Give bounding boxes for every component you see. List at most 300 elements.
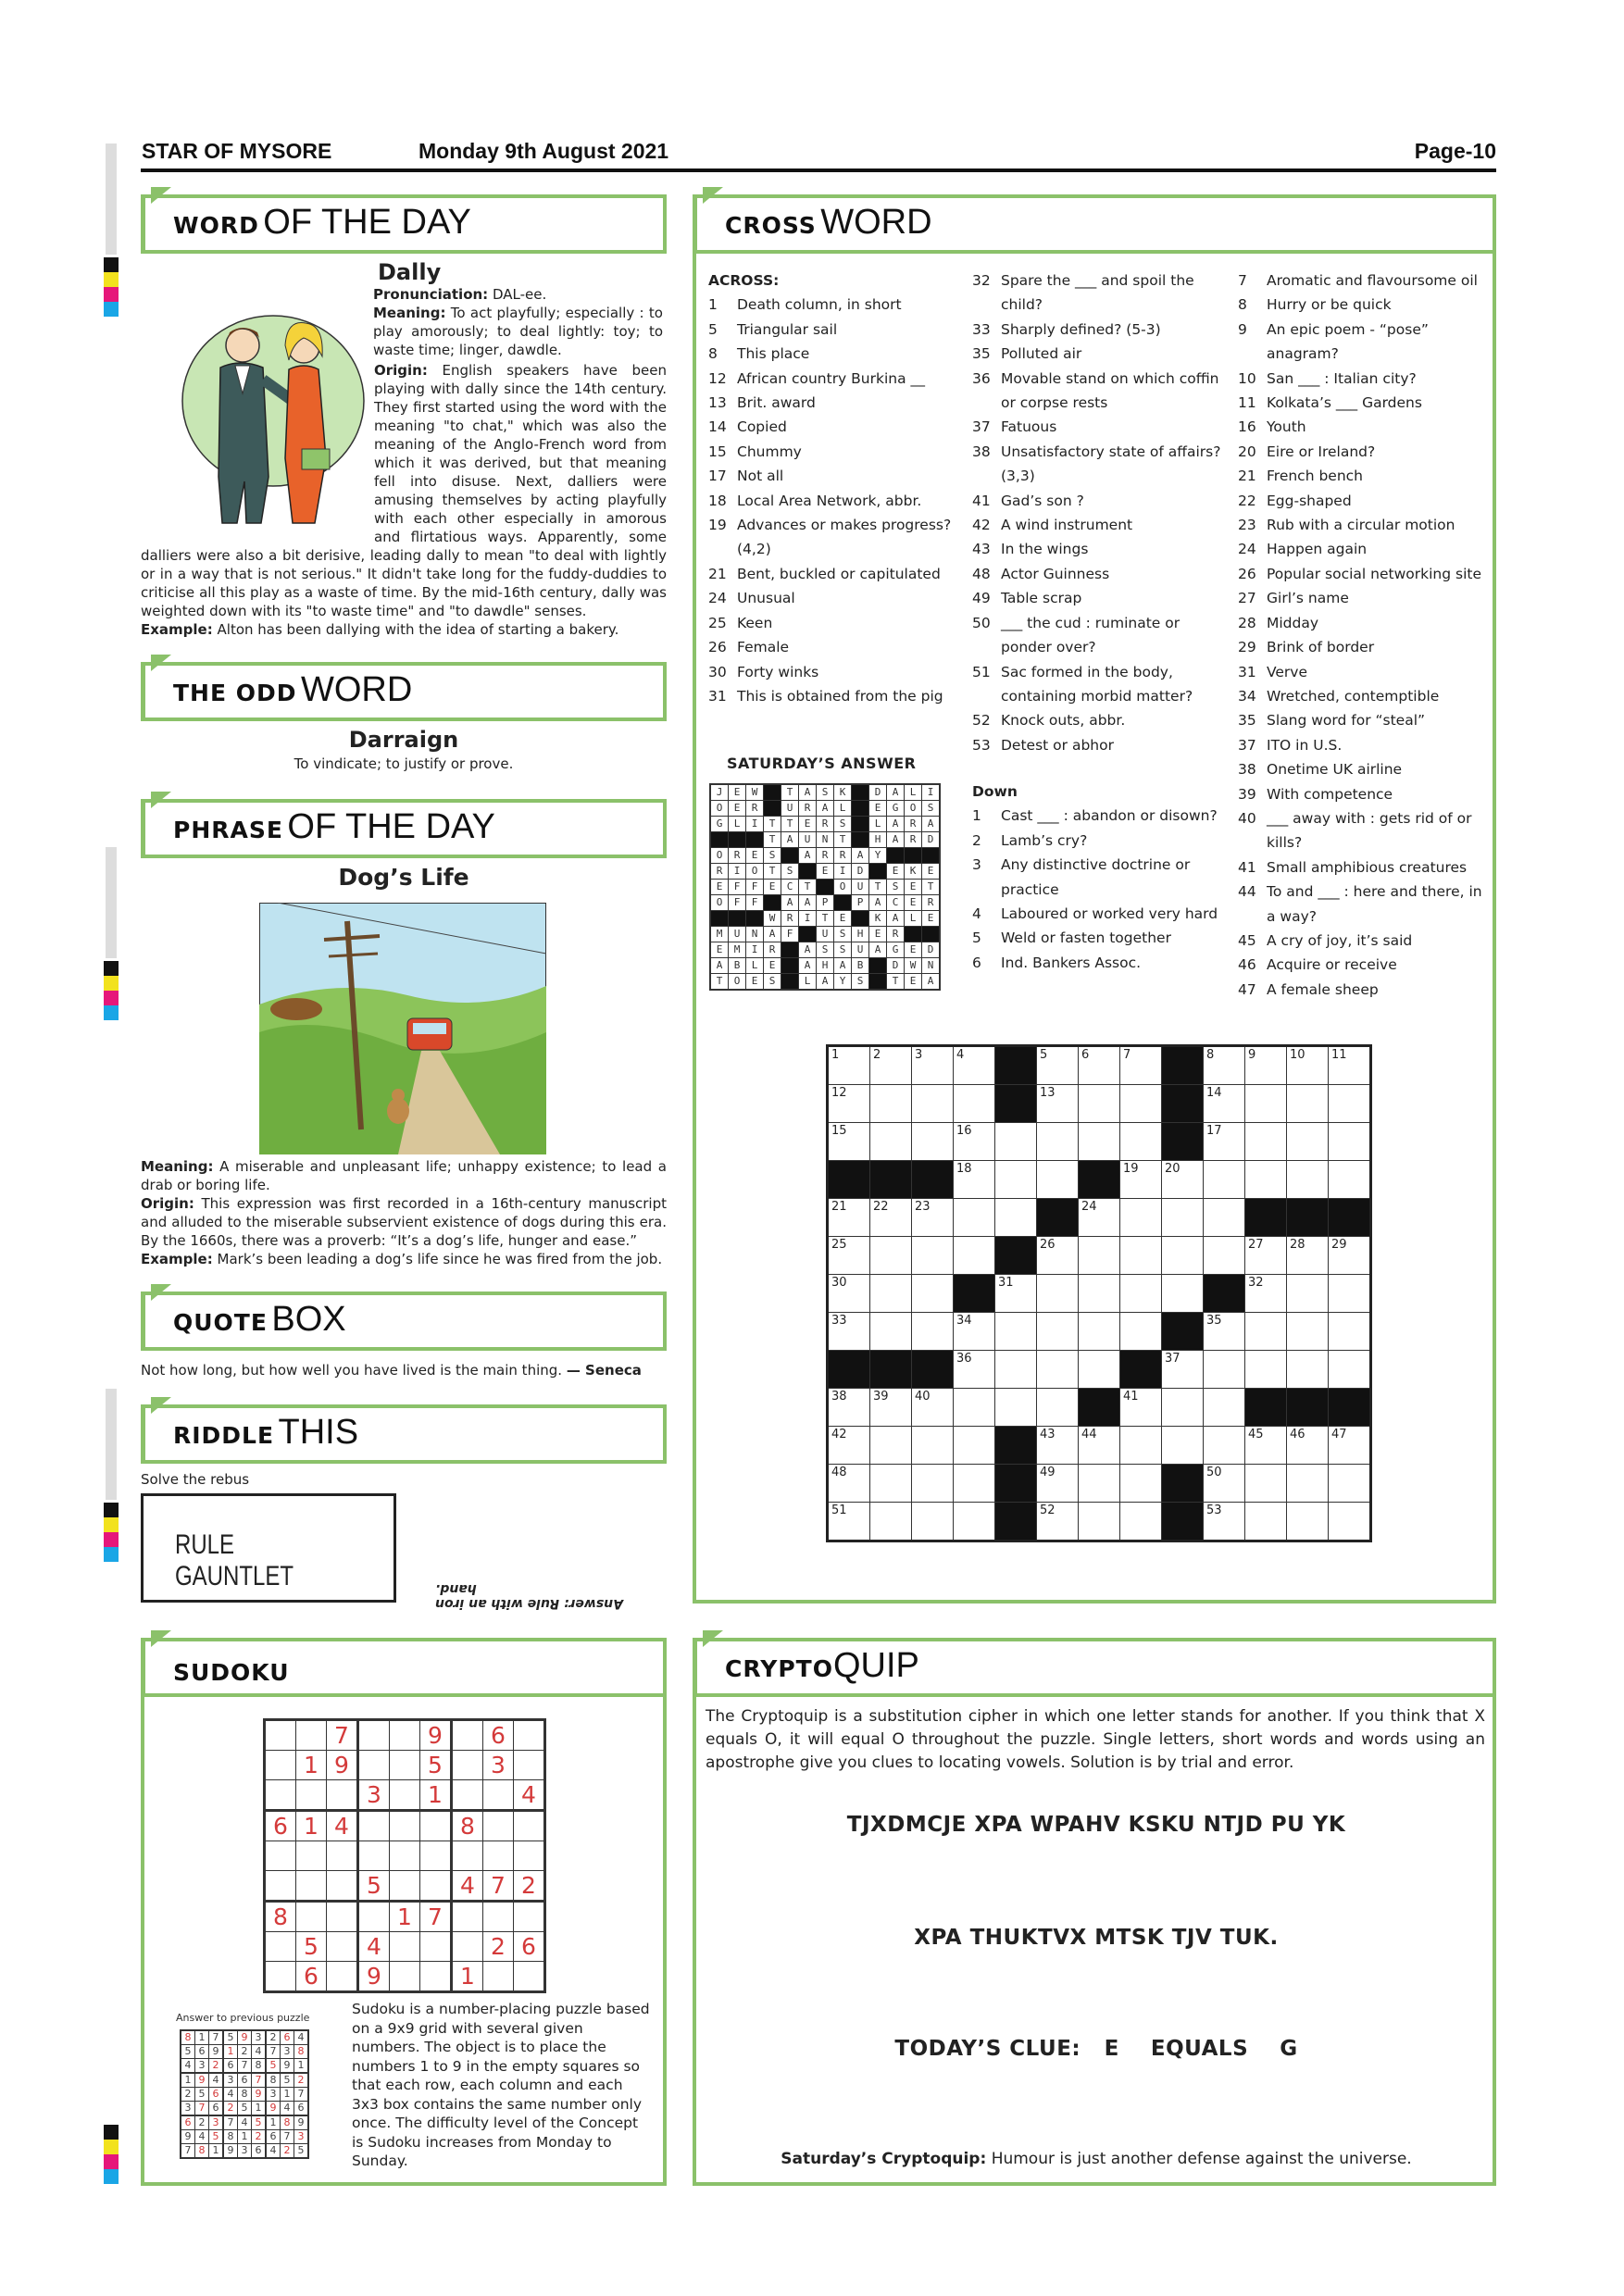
prev-sudoku-cell: 4 bbox=[223, 2088, 238, 2102]
black-square bbox=[764, 784, 781, 801]
answer-cell: R bbox=[764, 942, 781, 958]
crossword-cell[interactable] bbox=[828, 1389, 870, 1427]
crossword-cell[interactable] bbox=[954, 1123, 995, 1161]
crossword-cell[interactable] bbox=[870, 1389, 912, 1427]
crossword-cell[interactable] bbox=[870, 1275, 912, 1313]
clue-item bbox=[1238, 611, 1493, 635]
crossword-cell[interactable] bbox=[954, 1389, 995, 1427]
sudoku-given: 1 bbox=[296, 1811, 327, 1841]
answer-cell: I bbox=[746, 942, 764, 958]
crossword-cell[interactable] bbox=[954, 1503, 995, 1541]
crossword-cell[interactable] bbox=[1329, 1313, 1371, 1351]
cell-number: 33 bbox=[831, 1314, 847, 1328]
crossword-cell[interactable] bbox=[1329, 1465, 1371, 1503]
crossword-cell[interactable] bbox=[1079, 1085, 1120, 1123]
sudoku-cell[interactable] bbox=[514, 1720, 545, 1751]
clue-item bbox=[972, 268, 1224, 318]
margin-rule-top bbox=[106, 144, 117, 255]
crossword-cell[interactable] bbox=[954, 1313, 995, 1351]
sudoku-given: 1 bbox=[390, 1902, 420, 1932]
sudoku-cell[interactable] bbox=[483, 1841, 514, 1871]
crossword-cell[interactable] bbox=[1287, 1237, 1329, 1275]
clue-text: A cry of joy, it’s said bbox=[1267, 931, 1413, 949]
crossword-cell[interactable] bbox=[1329, 1046, 1371, 1085]
sudoku-cell[interactable] bbox=[296, 1871, 327, 1902]
crossword-cell[interactable] bbox=[1204, 1123, 1245, 1161]
sudoku-cell[interactable] bbox=[358, 1751, 390, 1780]
sudoku-cell[interactable] bbox=[265, 1780, 296, 1811]
crossword-cell[interactable] bbox=[1329, 1161, 1371, 1199]
prev-sudoku-cell: 5 bbox=[181, 2045, 195, 2059]
crossword-cell[interactable] bbox=[870, 1503, 912, 1541]
clue-text: Sharply defined? (5-3) bbox=[1001, 320, 1161, 338]
black-square bbox=[995, 1237, 1037, 1275]
crossword-cell[interactable] bbox=[912, 1503, 954, 1541]
crossword-cell[interactable] bbox=[912, 1237, 954, 1275]
sudoku-cell[interactable] bbox=[452, 1720, 483, 1751]
crossword-cell[interactable] bbox=[1245, 1237, 1287, 1275]
crossword-cell[interactable] bbox=[1037, 1123, 1079, 1161]
sudoku-cell[interactable] bbox=[514, 1751, 545, 1780]
cell-number: 28 bbox=[1290, 1238, 1305, 1252]
crossword-cell[interactable] bbox=[1120, 1427, 1162, 1465]
crossword-cell[interactable] bbox=[870, 1313, 912, 1351]
black-square bbox=[764, 801, 781, 817]
crossword-cell[interactable] bbox=[1037, 1161, 1079, 1199]
crossword-cell[interactable] bbox=[1204, 1351, 1245, 1389]
crossword-cell[interactable] bbox=[1204, 1237, 1245, 1275]
sudoku-cell[interactable] bbox=[452, 1902, 483, 1932]
sudoku-cell[interactable] bbox=[327, 1902, 358, 1932]
answer-cell: R bbox=[799, 801, 817, 817]
crossword-cell[interactable] bbox=[1079, 1275, 1120, 1313]
crossword-cell[interactable] bbox=[1245, 1123, 1287, 1161]
prev-sudoku-cell: 3 bbox=[181, 2102, 195, 2116]
crossword-cell[interactable] bbox=[1120, 1161, 1162, 1199]
sudoku-cell[interactable] bbox=[452, 1780, 483, 1811]
crossword-cell[interactable] bbox=[912, 1046, 954, 1085]
sudoku-cell[interactable] bbox=[514, 1962, 545, 1992]
crossword-cell[interactable] bbox=[1037, 1389, 1079, 1427]
crossword-cell[interactable] bbox=[1245, 1313, 1287, 1351]
crossword-cell[interactable] bbox=[1037, 1085, 1079, 1123]
crossword-cell[interactable] bbox=[1162, 1161, 1204, 1199]
sudoku-given: 8 bbox=[452, 1811, 483, 1841]
crossword-cell[interactable] bbox=[1079, 1199, 1120, 1237]
answer-cell: L bbox=[869, 817, 887, 832]
cell-number: 20 bbox=[1165, 1162, 1181, 1176]
prev-sudoku-cell: 4 bbox=[181, 2059, 195, 2074]
clue-text: A female sheep bbox=[1267, 980, 1379, 998]
cell-number: 12 bbox=[831, 1086, 847, 1100]
crossword-cell[interactable] bbox=[912, 1389, 954, 1427]
clue-item bbox=[708, 684, 954, 708]
crossword-cell[interactable] bbox=[1287, 1123, 1329, 1161]
crossword-cell[interactable] bbox=[870, 1123, 912, 1161]
sudoku-given: 6 bbox=[514, 1932, 545, 1962]
crossword-cell[interactable] bbox=[954, 1046, 995, 1085]
crossword-cell[interactable] bbox=[912, 1313, 954, 1351]
black-square bbox=[746, 911, 764, 927]
sudoku-cell[interactable] bbox=[358, 1841, 390, 1871]
clue-item bbox=[972, 853, 1224, 902]
crossword-cell[interactable] bbox=[995, 1351, 1037, 1389]
sudoku-cell[interactable] bbox=[327, 1780, 358, 1811]
sudoku-cell[interactable] bbox=[265, 1720, 296, 1751]
answer-cell: W bbox=[905, 958, 922, 974]
crossword-cell[interactable] bbox=[1120, 1199, 1162, 1237]
crossword-cell[interactable] bbox=[828, 1275, 870, 1313]
crossword-cell[interactable] bbox=[828, 1123, 870, 1161]
crossword-cell[interactable] bbox=[1287, 1085, 1329, 1123]
crossword-cell[interactable] bbox=[1329, 1351, 1371, 1389]
sudoku-cell[interactable] bbox=[296, 1780, 327, 1811]
crossword-cell[interactable] bbox=[1037, 1465, 1079, 1503]
crossword-cell[interactable] bbox=[995, 1275, 1037, 1313]
crossword-cell[interactable] bbox=[1120, 1237, 1162, 1275]
prev-sudoku-cell: 4 bbox=[281, 2102, 294, 2116]
crossword-cell[interactable] bbox=[1162, 1351, 1204, 1389]
sudoku-cell[interactable] bbox=[265, 1841, 296, 1871]
black-square bbox=[912, 1161, 954, 1199]
sudoku-cell[interactable] bbox=[390, 1932, 420, 1962]
crossword-cell[interactable] bbox=[1120, 1046, 1162, 1085]
todays-clue bbox=[702, 2037, 1491, 2061]
crossword-cell[interactable] bbox=[828, 1237, 870, 1275]
crossword-cell[interactable] bbox=[1287, 1161, 1329, 1199]
crossword-cell[interactable] bbox=[954, 1351, 995, 1389]
crossword-cell[interactable] bbox=[1329, 1427, 1371, 1465]
crossword-cell[interactable] bbox=[1204, 1427, 1245, 1465]
crossword-cell[interactable] bbox=[1079, 1123, 1120, 1161]
crossword-cell[interactable] bbox=[1162, 1427, 1204, 1465]
sudoku-cell[interactable] bbox=[327, 1962, 358, 1992]
crossword-cell[interactable] bbox=[1245, 1085, 1287, 1123]
sudoku-cell[interactable] bbox=[390, 1780, 420, 1811]
rebus-box bbox=[141, 1493, 396, 1603]
sudoku-cell[interactable] bbox=[452, 1751, 483, 1780]
crossword-cell[interactable] bbox=[870, 1237, 912, 1275]
answer-cell: Y bbox=[869, 848, 887, 864]
sudoku-cell[interactable] bbox=[265, 1871, 296, 1902]
crossword-cell[interactable] bbox=[828, 1199, 870, 1237]
sudoku-cell[interactable] bbox=[390, 1751, 420, 1780]
answer-cell: S bbox=[764, 848, 781, 864]
crossword-cell[interactable] bbox=[1120, 1465, 1162, 1503]
crossword-cell[interactable] bbox=[954, 1237, 995, 1275]
crossword-cell[interactable] bbox=[1287, 1465, 1329, 1503]
crossword-cell[interactable] bbox=[954, 1427, 995, 1465]
clue-item bbox=[1238, 562, 1493, 586]
header-rule bbox=[141, 168, 1496, 172]
sudoku-cell[interactable] bbox=[327, 1841, 358, 1871]
answer-cell: A bbox=[869, 895, 887, 911]
cell-number: 36 bbox=[956, 1352, 972, 1366]
clue-text: A wind instrument bbox=[1001, 517, 1133, 534]
crossword-cell[interactable] bbox=[870, 1199, 912, 1237]
answer-cell: R bbox=[887, 927, 905, 942]
answer-cell: E bbox=[817, 864, 834, 880]
crossword-cell[interactable] bbox=[1204, 1389, 1245, 1427]
crossword-cell[interactable] bbox=[828, 1313, 870, 1351]
prev-sudoku-cell: 5 bbox=[195, 2088, 209, 2102]
cell-number: 18 bbox=[956, 1162, 972, 1176]
clue-item bbox=[708, 318, 954, 342]
sudoku-cell[interactable] bbox=[420, 1962, 452, 1992]
sudoku-cell[interactable] bbox=[296, 1902, 327, 1932]
crossword-cell[interactable] bbox=[1329, 1275, 1371, 1313]
crossword-banner bbox=[693, 194, 1496, 254]
sudoku-cell[interactable] bbox=[420, 1841, 452, 1871]
black-square bbox=[1287, 1389, 1329, 1427]
crossword-cell[interactable] bbox=[1204, 1503, 1245, 1541]
answer-cell: E bbox=[729, 784, 746, 801]
sudoku-given: 7 bbox=[327, 1720, 358, 1751]
clue-text: Unsatisfactory state of affairs? (3,3) bbox=[1001, 443, 1221, 485]
crossword-cell[interactable] bbox=[1245, 1351, 1287, 1389]
sudoku-cell[interactable] bbox=[514, 1841, 545, 1871]
crossword-cell[interactable] bbox=[1204, 1199, 1245, 1237]
sudoku-cell[interactable] bbox=[358, 1902, 390, 1932]
answer-cell: W bbox=[746, 784, 764, 801]
crossword-cell[interactable] bbox=[1287, 1046, 1329, 1085]
crossword-cell[interactable] bbox=[1120, 1123, 1162, 1161]
crossword-cell[interactable] bbox=[1329, 1237, 1371, 1275]
crossword-cell[interactable] bbox=[1037, 1275, 1079, 1313]
prev-sudoku-cell: 2 bbox=[195, 2115, 209, 2130]
clue-text: Advances or makes progress? (4,2) bbox=[737, 517, 952, 558]
black-square bbox=[995, 1046, 1037, 1085]
crossword-cell[interactable] bbox=[995, 1199, 1037, 1237]
sudoku-grid[interactable] bbox=[263, 1718, 546, 1993]
answer-cell: O bbox=[710, 848, 729, 864]
answer-cell: R bbox=[729, 848, 746, 864]
sudoku-cell[interactable] bbox=[265, 1962, 296, 1992]
crossword-cell[interactable] bbox=[1162, 1237, 1204, 1275]
sudoku-cell[interactable] bbox=[265, 1751, 296, 1780]
prev-sudoku-cell: 2 bbox=[252, 2130, 267, 2144]
crossword-cell[interactable] bbox=[1079, 1313, 1120, 1351]
answer-cell: L bbox=[834, 801, 852, 817]
word-of-day-origin bbox=[141, 361, 667, 639]
prev-sudoku-cell: 9 bbox=[294, 2115, 309, 2130]
crossword-cell[interactable] bbox=[1037, 1046, 1079, 1085]
sudoku-given: 6 bbox=[265, 1811, 296, 1841]
crossword-cell[interactable] bbox=[1120, 1389, 1162, 1427]
crossword-cell[interactable] bbox=[1287, 1351, 1329, 1389]
clue-item bbox=[972, 926, 1224, 950]
clue-item bbox=[972, 708, 1224, 732]
clue-item bbox=[708, 513, 954, 562]
crossword-cell[interactable] bbox=[1079, 1503, 1120, 1541]
crossword-cell[interactable] bbox=[995, 1161, 1037, 1199]
crossword-cell[interactable] bbox=[1037, 1237, 1079, 1275]
crossword-cell[interactable] bbox=[1204, 1313, 1245, 1351]
cell-number: 5 bbox=[1040, 1048, 1048, 1062]
sudoku-cell[interactable] bbox=[483, 1780, 514, 1811]
sudoku-cell[interactable] bbox=[327, 1871, 358, 1902]
sudoku-cell[interactable] bbox=[483, 1962, 514, 1992]
cell-number: 9 bbox=[1248, 1048, 1256, 1062]
clue-text: Detest or abhor bbox=[1001, 736, 1114, 754]
crossword-cell[interactable] bbox=[1162, 1389, 1204, 1427]
crossword-cell[interactable] bbox=[828, 1085, 870, 1123]
crossword-cell[interactable] bbox=[1079, 1237, 1120, 1275]
crossword-cell[interactable] bbox=[912, 1465, 954, 1503]
crossword-cell[interactable] bbox=[1245, 1503, 1287, 1541]
sudoku-given: 9 bbox=[327, 1751, 358, 1780]
crossword-cell[interactable] bbox=[1245, 1046, 1287, 1085]
clue-item bbox=[708, 586, 954, 610]
crossword-cell[interactable] bbox=[1079, 1427, 1120, 1465]
clue-number: 20 bbox=[1238, 443, 1256, 460]
crossword-cell[interactable] bbox=[1120, 1313, 1162, 1351]
prev-sudoku-cell: 4 bbox=[209, 2073, 224, 2088]
clue-item bbox=[708, 562, 954, 586]
crossword-cell[interactable] bbox=[870, 1427, 912, 1465]
crossword-cell[interactable] bbox=[912, 1085, 954, 1123]
sudoku-cell[interactable] bbox=[514, 1811, 545, 1841]
clue-text: Cast ___ : abandon or disown? bbox=[1001, 807, 1218, 825]
crossword-cell[interactable] bbox=[995, 1123, 1037, 1161]
cell-number: 34 bbox=[956, 1314, 972, 1328]
answer-cell: G bbox=[710, 817, 729, 832]
crossword-cell[interactable] bbox=[1204, 1085, 1245, 1123]
crossword-cell[interactable] bbox=[1120, 1503, 1162, 1541]
crossword-cell[interactable] bbox=[954, 1161, 995, 1199]
clue-item bbox=[972, 660, 1224, 709]
crossword-cell[interactable] bbox=[828, 1503, 870, 1541]
crossword-cell[interactable] bbox=[1245, 1465, 1287, 1503]
black-square bbox=[817, 880, 834, 895]
crossword-cell[interactable] bbox=[1287, 1313, 1329, 1351]
clue-text: Table scrap bbox=[1001, 590, 1082, 607]
clue-number: 35 bbox=[972, 345, 991, 363]
cell-number: 38 bbox=[831, 1390, 847, 1404]
sudoku-cell[interactable] bbox=[358, 1811, 390, 1841]
crossword-cell[interactable] bbox=[1329, 1123, 1371, 1161]
crossword-cell[interactable] bbox=[1079, 1465, 1120, 1503]
cell-number: 41 bbox=[1123, 1390, 1139, 1404]
crossword-cell[interactable] bbox=[1079, 1046, 1120, 1085]
answer-cell: N bbox=[922, 958, 941, 974]
crossword-cell[interactable] bbox=[912, 1199, 954, 1237]
crossword-cell[interactable] bbox=[828, 1465, 870, 1503]
crossword-cell[interactable] bbox=[1037, 1503, 1079, 1541]
sudoku-cell[interactable] bbox=[265, 1932, 296, 1962]
crossword-cell[interactable] bbox=[1037, 1313, 1079, 1351]
meaning-text: A miserable and unpleasant life; unhappy existence; to lead a drab or boring life. bbox=[141, 1158, 667, 1193]
margin-rule-low bbox=[106, 1389, 117, 1500]
sudoku-cell[interactable] bbox=[390, 1962, 420, 1992]
sudoku-cell[interactable] bbox=[420, 1871, 452, 1902]
crossword-cell[interactable] bbox=[954, 1085, 995, 1123]
sudoku-cell[interactable] bbox=[452, 1932, 483, 1962]
crossword-cell[interactable] bbox=[1120, 1085, 1162, 1123]
banner-tab bbox=[151, 1630, 171, 1647]
crossword-cell[interactable] bbox=[995, 1313, 1037, 1351]
sudoku-cell[interactable] bbox=[296, 1720, 327, 1751]
crossword-cell[interactable] bbox=[1245, 1427, 1287, 1465]
crossword-cell[interactable] bbox=[828, 1427, 870, 1465]
sudoku-cell[interactable] bbox=[420, 1811, 452, 1841]
answer-cell: I bbox=[729, 864, 746, 880]
answer-cell: K bbox=[905, 864, 922, 880]
crossword-cell[interactable] bbox=[828, 1046, 870, 1085]
prev-sudoku-cell: 7 bbox=[181, 2144, 195, 2159]
answer-cell: R bbox=[710, 864, 729, 880]
crossword-cell[interactable] bbox=[1162, 1199, 1204, 1237]
crossword-cell[interactable] bbox=[1120, 1275, 1162, 1313]
crossword-cell[interactable] bbox=[1204, 1465, 1245, 1503]
crossword-cell[interactable] bbox=[1329, 1503, 1371, 1541]
crossword-cell[interactable] bbox=[1245, 1275, 1287, 1313]
crossword-cell[interactable] bbox=[1287, 1275, 1329, 1313]
crossword-cell[interactable] bbox=[870, 1465, 912, 1503]
crossword-cell[interactable] bbox=[1287, 1427, 1329, 1465]
sudoku-cell[interactable] bbox=[420, 1932, 452, 1962]
cryptoquip-intro: The Cryptoquip is a substitution cipher in which one letter stands for another. If you think that X equals O, it will equal O throughout the puzzle. Single letters, short words and words using an apostrophe give you clues to locating vowels. Solution is by trial and error. bbox=[706, 1707, 1485, 1772]
crossword-cell[interactable] bbox=[1037, 1427, 1079, 1465]
crossword-cell[interactable] bbox=[870, 1046, 912, 1085]
black-square bbox=[995, 1427, 1037, 1465]
sudoku-cell[interactable] bbox=[390, 1841, 420, 1871]
phrase-of-day-banner bbox=[141, 799, 667, 858]
sudoku-cell[interactable] bbox=[390, 1871, 420, 1902]
crossword-cell[interactable] bbox=[995, 1389, 1037, 1427]
answer-cell: E bbox=[729, 801, 746, 817]
answer-cell: D bbox=[852, 864, 869, 880]
crossword-cell[interactable] bbox=[1037, 1351, 1079, 1389]
sudoku-cell[interactable] bbox=[483, 1902, 514, 1932]
answer-cell: F bbox=[729, 880, 746, 895]
sudoku-cell[interactable] bbox=[390, 1811, 420, 1841]
crossword-cell[interactable] bbox=[1162, 1275, 1204, 1313]
crossword-cell[interactable] bbox=[1079, 1351, 1120, 1389]
black-square bbox=[1162, 1465, 1204, 1503]
crossword-cell[interactable] bbox=[954, 1465, 995, 1503]
crossword-cell[interactable] bbox=[954, 1199, 995, 1237]
sudoku-cell[interactable] bbox=[452, 1841, 483, 1871]
sudoku-cell[interactable] bbox=[327, 1932, 358, 1962]
sudoku-cell[interactable] bbox=[483, 1811, 514, 1841]
prev-sudoku-cell: 2 bbox=[266, 2030, 281, 2045]
sudoku-cell[interactable] bbox=[514, 1902, 545, 1932]
sudoku-cell[interactable] bbox=[358, 1720, 390, 1751]
prev-sudoku-cell: 6 bbox=[209, 2102, 224, 2116]
sudoku-cell[interactable] bbox=[296, 1841, 327, 1871]
sudoku-cell[interactable] bbox=[390, 1720, 420, 1751]
crossword-cell[interactable] bbox=[912, 1427, 954, 1465]
clue-text: Ind. Bankers Assoc. bbox=[1001, 954, 1142, 971]
black-square bbox=[799, 864, 817, 880]
answer-cell: S bbox=[834, 817, 852, 832]
clue-number: 6 bbox=[972, 954, 981, 971]
crossword-cell[interactable] bbox=[912, 1275, 954, 1313]
crossword-cell[interactable] bbox=[1329, 1085, 1371, 1123]
crossword-grid[interactable] bbox=[826, 1044, 1372, 1542]
issue-date: Monday 9th August 2021 bbox=[418, 139, 669, 163]
answer-cell: C bbox=[781, 880, 799, 895]
crossword-cell[interactable] bbox=[912, 1123, 954, 1161]
crossword-cell[interactable] bbox=[870, 1085, 912, 1123]
cell-number: 15 bbox=[831, 1124, 847, 1138]
clue-number: 3 bbox=[972, 856, 981, 874]
crossword-cell[interactable] bbox=[1204, 1046, 1245, 1085]
crossword-cell[interactable] bbox=[1287, 1503, 1329, 1541]
crossword-cell[interactable] bbox=[1245, 1161, 1287, 1199]
crossword-cell[interactable] bbox=[1204, 1161, 1245, 1199]
